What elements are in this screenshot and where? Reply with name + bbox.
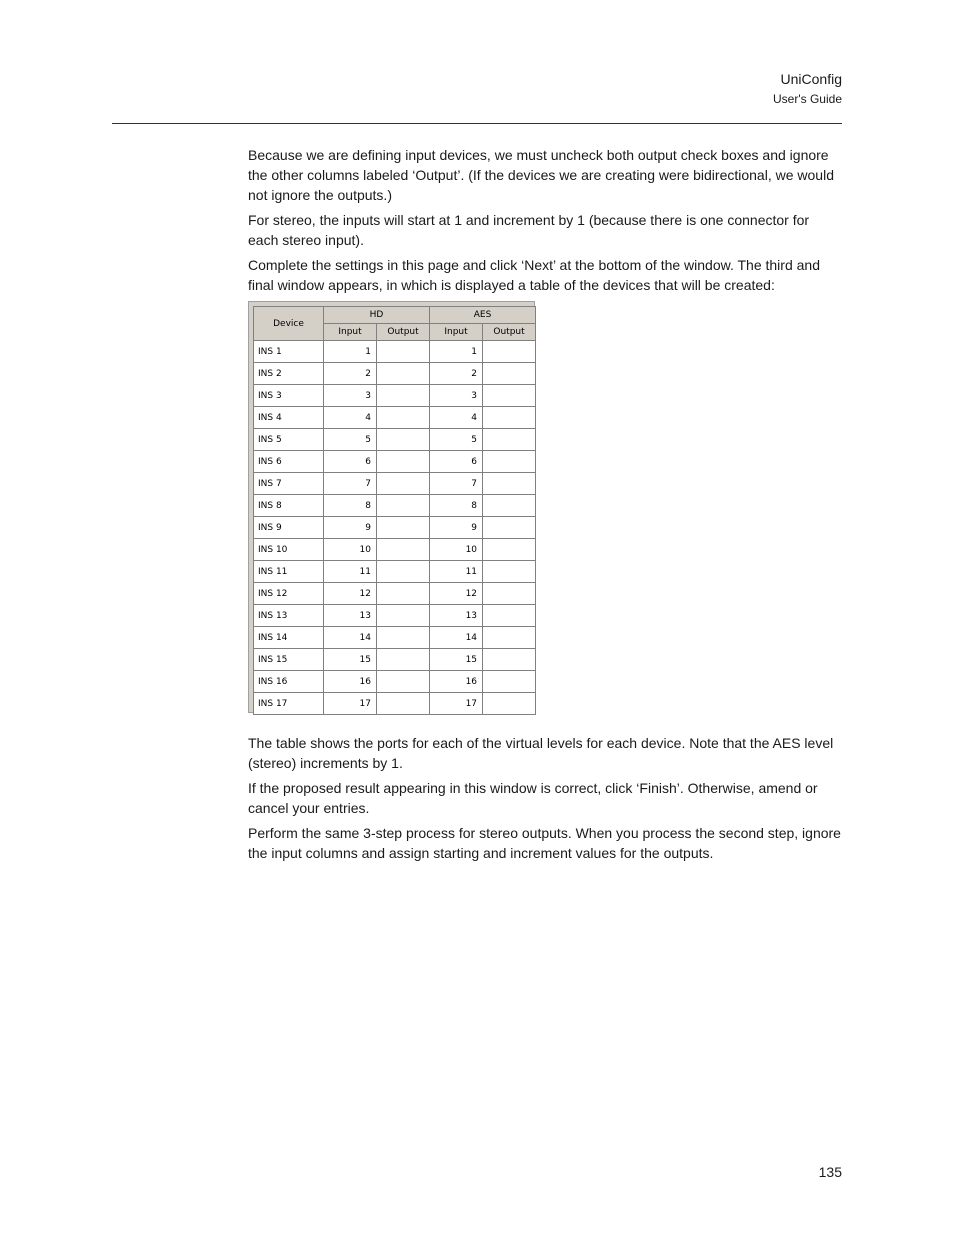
cell-aes-output[interactable] (483, 495, 536, 517)
paragraph: If the proposed result appearing in this window is correct, click ‘Finish’. Otherwise, amend or cancel your entries. (248, 780, 818, 816)
cell-device[interactable]: INS 9 (254, 517, 324, 539)
table-row[interactable] (254, 539, 536, 561)
cell-device[interactable]: INS 5 (254, 429, 324, 451)
table-row[interactable] (254, 407, 536, 429)
cell-aes-input[interactable]: 2 (430, 363, 483, 385)
cell-aes-input[interactable]: 6 (430, 451, 483, 473)
table-row[interactable] (254, 583, 536, 605)
cell-aes-input[interactable]: 8 (430, 495, 483, 517)
table-body (254, 341, 536, 715)
cell-hd-input[interactable]: 8 (324, 495, 377, 517)
header-rule (112, 123, 842, 124)
paragraph: The table shows the ports for each of the virtual levels for each device. Note that the AES level (stereo) increments by 1. (248, 735, 834, 771)
cell-hd-input[interactable]: 17 (324, 693, 377, 715)
cell-hd-output[interactable] (377, 451, 430, 473)
cell-aes-output[interactable] (483, 561, 536, 583)
device-table (253, 306, 536, 715)
cell-hd-input[interactable]: 13 (324, 605, 377, 627)
cell-hd-output[interactable] (377, 363, 430, 385)
paragraph: Perform the same 3-step process for stereo outputs. When you process the second step, ignore the input columns and assign starting and increment values for the outputs. (248, 825, 841, 861)
cell-aes-input[interactable]: 1 (430, 341, 483, 363)
cell-aes-output[interactable] (483, 363, 536, 385)
cell-aes-input[interactable]: 10 (430, 539, 483, 561)
table-row[interactable] (254, 561, 536, 583)
cell-aes-input[interactable]: 13 (430, 605, 483, 627)
cell-device[interactable]: INS 8 (254, 495, 324, 517)
cell-hd-output[interactable] (377, 605, 430, 627)
table-row[interactable] (254, 627, 536, 649)
cell-aes-output[interactable] (483, 451, 536, 473)
table-row[interactable] (254, 671, 536, 693)
cell-aes-input[interactable]: 11 (430, 561, 483, 583)
running-header (773, 70, 842, 108)
group-header-hd[interactable]: HD (324, 307, 430, 324)
table-row[interactable] (254, 649, 536, 671)
group-header-aes[interactable]: AES (430, 307, 536, 324)
cell-aes-output[interactable] (483, 473, 536, 495)
cell-device[interactable]: INS 2 (254, 363, 324, 385)
cell-aes-output[interactable] (483, 517, 536, 539)
cell-hd-output[interactable] (377, 671, 430, 693)
cell-hd-input[interactable]: 5 (324, 429, 377, 451)
cell-hd-output[interactable] (377, 385, 430, 407)
cell-aes-output[interactable] (483, 649, 536, 671)
table-row[interactable] (254, 385, 536, 407)
table-row[interactable] (254, 495, 536, 517)
cell-hd-input[interactable]: 12 (324, 583, 377, 605)
cell-hd-input[interactable]: 2 (324, 363, 377, 385)
cell-hd-input[interactable]: 11 (324, 561, 377, 583)
column-header-aes-input[interactable]: Input (430, 324, 483, 341)
cell-hd-input[interactable]: 4 (324, 407, 377, 429)
cell-hd-input[interactable]: 16 (324, 671, 377, 693)
cell-aes-input[interactable]: 17 (430, 693, 483, 715)
table-row[interactable] (254, 451, 536, 473)
cell-aes-input[interactable]: 16 (430, 671, 483, 693)
cell-hd-output[interactable] (377, 473, 430, 495)
column-header-aes-output[interactable]: Output (483, 324, 536, 341)
cell-aes-output[interactable] (483, 539, 536, 561)
cell-aes-output[interactable] (483, 341, 536, 363)
page-number: 135 (818, 1164, 842, 1180)
cell-hd-output[interactable] (377, 561, 430, 583)
table-row[interactable] (254, 363, 536, 385)
cell-device[interactable]: INS 6 (254, 451, 324, 473)
cell-hd-output[interactable] (377, 539, 430, 561)
cell-device[interactable]: INS 1 (254, 341, 324, 363)
cell-aes-output[interactable] (483, 407, 536, 429)
cell-device[interactable]: INS 10 (254, 539, 324, 561)
cell-aes-input[interactable]: 3 (430, 385, 483, 407)
cell-device[interactable]: INS 11 (254, 561, 324, 583)
table-row[interactable] (254, 473, 536, 495)
cell-hd-input[interactable]: 14 (324, 627, 377, 649)
body-content (248, 145, 842, 868)
cell-device[interactable]: INS 12 (254, 583, 324, 605)
cell-hd-output[interactable] (377, 627, 430, 649)
cell-device[interactable]: INS 14 (254, 627, 324, 649)
cell-aes-input[interactable]: 5 (430, 429, 483, 451)
cell-hd-output[interactable] (377, 495, 430, 517)
table-row[interactable] (254, 693, 536, 715)
cell-aes-input[interactable]: 12 (430, 583, 483, 605)
cell-hd-output[interactable] (377, 649, 430, 671)
cell-hd-input[interactable]: 3 (324, 385, 377, 407)
cell-aes-output[interactable] (483, 627, 536, 649)
cell-aes-output[interactable] (483, 693, 536, 715)
paragraph: Because we are defining input devices, we must uncheck both output check boxes and ignore the other columns labeled ‘Output’. (If the devices we are creating were bidirectional, we would not ignore the outputs.) (248, 147, 834, 203)
header-subtitle: User's Guide (773, 92, 842, 106)
cell-aes-output[interactable] (483, 429, 536, 451)
cell-hd-output[interactable] (377, 341, 430, 363)
table-row[interactable] (254, 429, 536, 451)
cell-aes-input[interactable]: 7 (430, 473, 483, 495)
column-header-device[interactable]: Device (254, 307, 324, 341)
column-header-hd-output[interactable]: Output (377, 324, 430, 341)
cell-device[interactable]: INS 3 (254, 385, 324, 407)
cell-hd-output[interactable] (377, 407, 430, 429)
device-table-window (248, 301, 535, 713)
cell-aes-input[interactable]: 14 (430, 627, 483, 649)
cell-device[interactable]: INS 16 (254, 671, 324, 693)
cell-hd-output[interactable] (377, 583, 430, 605)
cell-hd-input[interactable]: 1 (324, 341, 377, 363)
cell-aes-input[interactable]: 15 (430, 649, 483, 671)
cell-hd-input[interactable]: 9 (324, 517, 377, 539)
cell-aes-input[interactable]: 4 (430, 407, 483, 429)
cell-hd-output[interactable] (377, 517, 430, 539)
cell-device[interactable]: INS 17 (254, 693, 324, 715)
table-row[interactable] (254, 605, 536, 627)
header-title: UniConfig (780, 71, 842, 87)
cell-hd-input[interactable]: 7 (324, 473, 377, 495)
cell-device[interactable]: INS 13 (254, 605, 324, 627)
paragraph: For stereo, the inputs will start at 1 and increment by 1 (because there is one connector for each stereo input). (248, 212, 810, 248)
cell-device[interactable]: INS 15 (254, 649, 324, 671)
cell-aes-output[interactable] (483, 671, 536, 693)
cell-device[interactable]: INS 7 (254, 473, 324, 495)
cell-hd-input[interactable]: 6 (324, 451, 377, 473)
table-row[interactable] (254, 341, 536, 363)
cell-hd-input[interactable]: 15 (324, 649, 377, 671)
paragraph: Complete the settings in this page and click ‘Next’ at the bottom of the window. The third and final window appears, in which is displayed a table of the devices that will be created: (248, 257, 820, 293)
cell-aes-output[interactable] (483, 385, 536, 407)
cell-aes-input[interactable]: 9 (430, 517, 483, 539)
table-row[interactable] (254, 517, 536, 539)
cell-aes-output[interactable] (483, 583, 536, 605)
cell-device[interactable]: INS 4 (254, 407, 324, 429)
cell-aes-output[interactable] (483, 605, 536, 627)
cell-hd-output[interactable] (377, 693, 430, 715)
cell-hd-output[interactable] (377, 429, 430, 451)
column-header-hd-input[interactable]: Input (324, 324, 377, 341)
cell-hd-input[interactable]: 10 (324, 539, 377, 561)
